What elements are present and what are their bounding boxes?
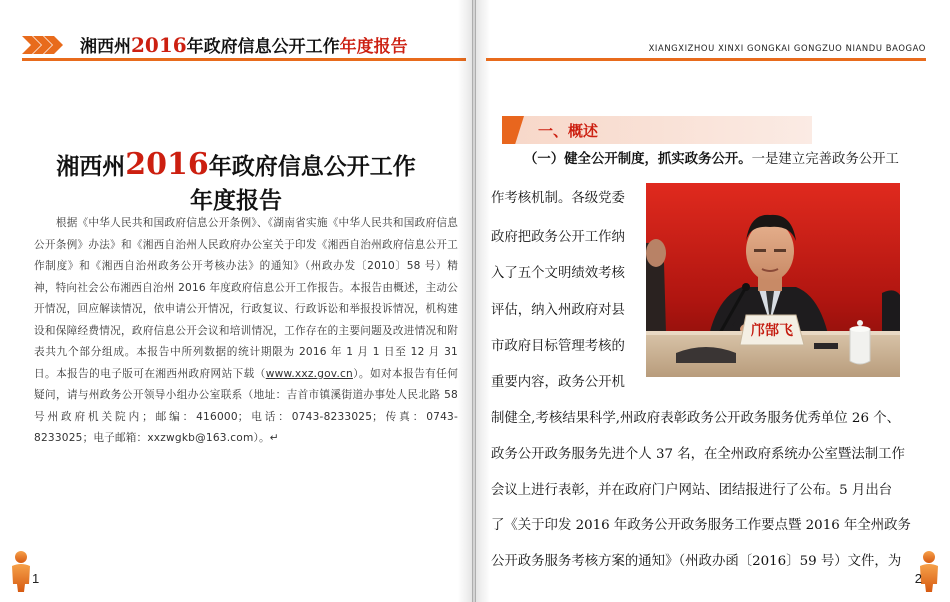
body-line-1: （一）健全公开制度，抓实政务公开。一是建立完善政务公开工: [524, 152, 899, 167]
body-line-8: 制健全,考核结果科学,州政府表彰政务公开政务服务优秀单位 26 个、: [491, 411, 901, 426]
nameplate-text: 邝郜飞: [751, 323, 793, 339]
header-region: 湘西州: [80, 37, 131, 57]
intro-paragraph: [34, 213, 458, 450]
body-line-2: 作考核机制。各级党委: [491, 191, 625, 206]
subsection-heading: （一）健全公开制度，抓实政务公开。: [524, 152, 752, 167]
header-rule: [22, 58, 466, 61]
title-topic: 年政府信息公开工作: [208, 154, 416, 180]
intro-text-2: ）。如对本报告有任何疑问，请与州政务公开领导小组办公室联系（地址：吉首市镇溪街道办事处人民北路 58 号州政府机关院内；邮编：416000；电话：0743-8233025；传真：0743-8233025；电子邮箱：xxzwgkb@163.com）。↵: [34, 367, 458, 444]
body-line-9: 政务公开政务服务先进个人 37 名，在全州政府系统办公室暨法制工作: [491, 447, 905, 462]
body-line-4: 入了五个文明绩效考核: [491, 266, 625, 281]
meeting-photo: [646, 183, 900, 377]
title-year: 2016: [125, 147, 209, 182]
title-line2: 年度报告: [190, 188, 282, 214]
body-line-12: 公开政务服务考核方案的通知》（州政办函〔2016〕59 号）文件，为: [491, 554, 902, 569]
page-number: 1: [32, 571, 40, 586]
left-running-header: [80, 32, 408, 57]
intro-text-1: 根据《中华人民共和国政府信息公开条例》、《湖南省实施《中华人民共和国政府信息公开条例》办法》和《湘西自治州人民政府办公室关于印发《湘西自治州政府信息公开工作制度》和《湘西自治州政务公开考核办法》的通知》（州政办发〔2010〕58 号）精神，特向社会公布湘西自治州 2016 年度政府信息公开工作报告。本报告由概述，主动公开情况，回应解读情况，依申请公开情况，行政复议、行政诉讼和举报投诉情况，机构建设和保障经费情况，政府信息公开会议和培训情况，工作存在的主要问题及改进情况和附表共九个部分组成。本报告中所列数据的统计期限为 2016 年 1 月 1 日至 12 月 31 日。本报告的电子版可在湘西州政府网站下载（: [34, 217, 458, 380]
document-title: [0, 148, 472, 218]
section-tab-marker: [502, 116, 524, 144]
double-chevron-icon: [22, 36, 64, 54]
right-page: [476, 0, 950, 602]
body-line-6: 市政府目标管理考核的: [491, 339, 625, 354]
section-heading: 一、概述: [538, 122, 599, 140]
body-line-10: 会议上进行表彰，并在政府门户网站、团结报进行了公布。5 月出台: [491, 483, 893, 498]
header-year: 2016: [131, 33, 187, 57]
person-figure-icon: [8, 550, 34, 592]
header-topic: 年政府信息公开工作: [186, 37, 340, 57]
pinyin-running-header: XIANGXIZHOU XINXI GONGKAI GONGZUO NIANDU BAOGAO: [648, 43, 926, 53]
title-region: 湘西州: [56, 154, 126, 180]
header-rule: [486, 58, 926, 61]
body-line-5: 评估，纳入州政府对县: [491, 303, 625, 318]
page-number: 2: [914, 571, 922, 586]
body-line-7: 重要内容，政务公开机: [491, 375, 625, 390]
header-report: 年度报告: [339, 37, 408, 57]
body-line-3: 政府把政务公开工作纳: [491, 230, 625, 245]
left-page: [0, 0, 472, 602]
section-heading-bar: [502, 116, 812, 144]
body-line-11: 了《关于印发 2016 年政务公开政务服务工作要点暨 2016 年全州政务: [491, 518, 911, 533]
website-link[interactable]: www.xxz.gov.cn: [265, 367, 353, 380]
